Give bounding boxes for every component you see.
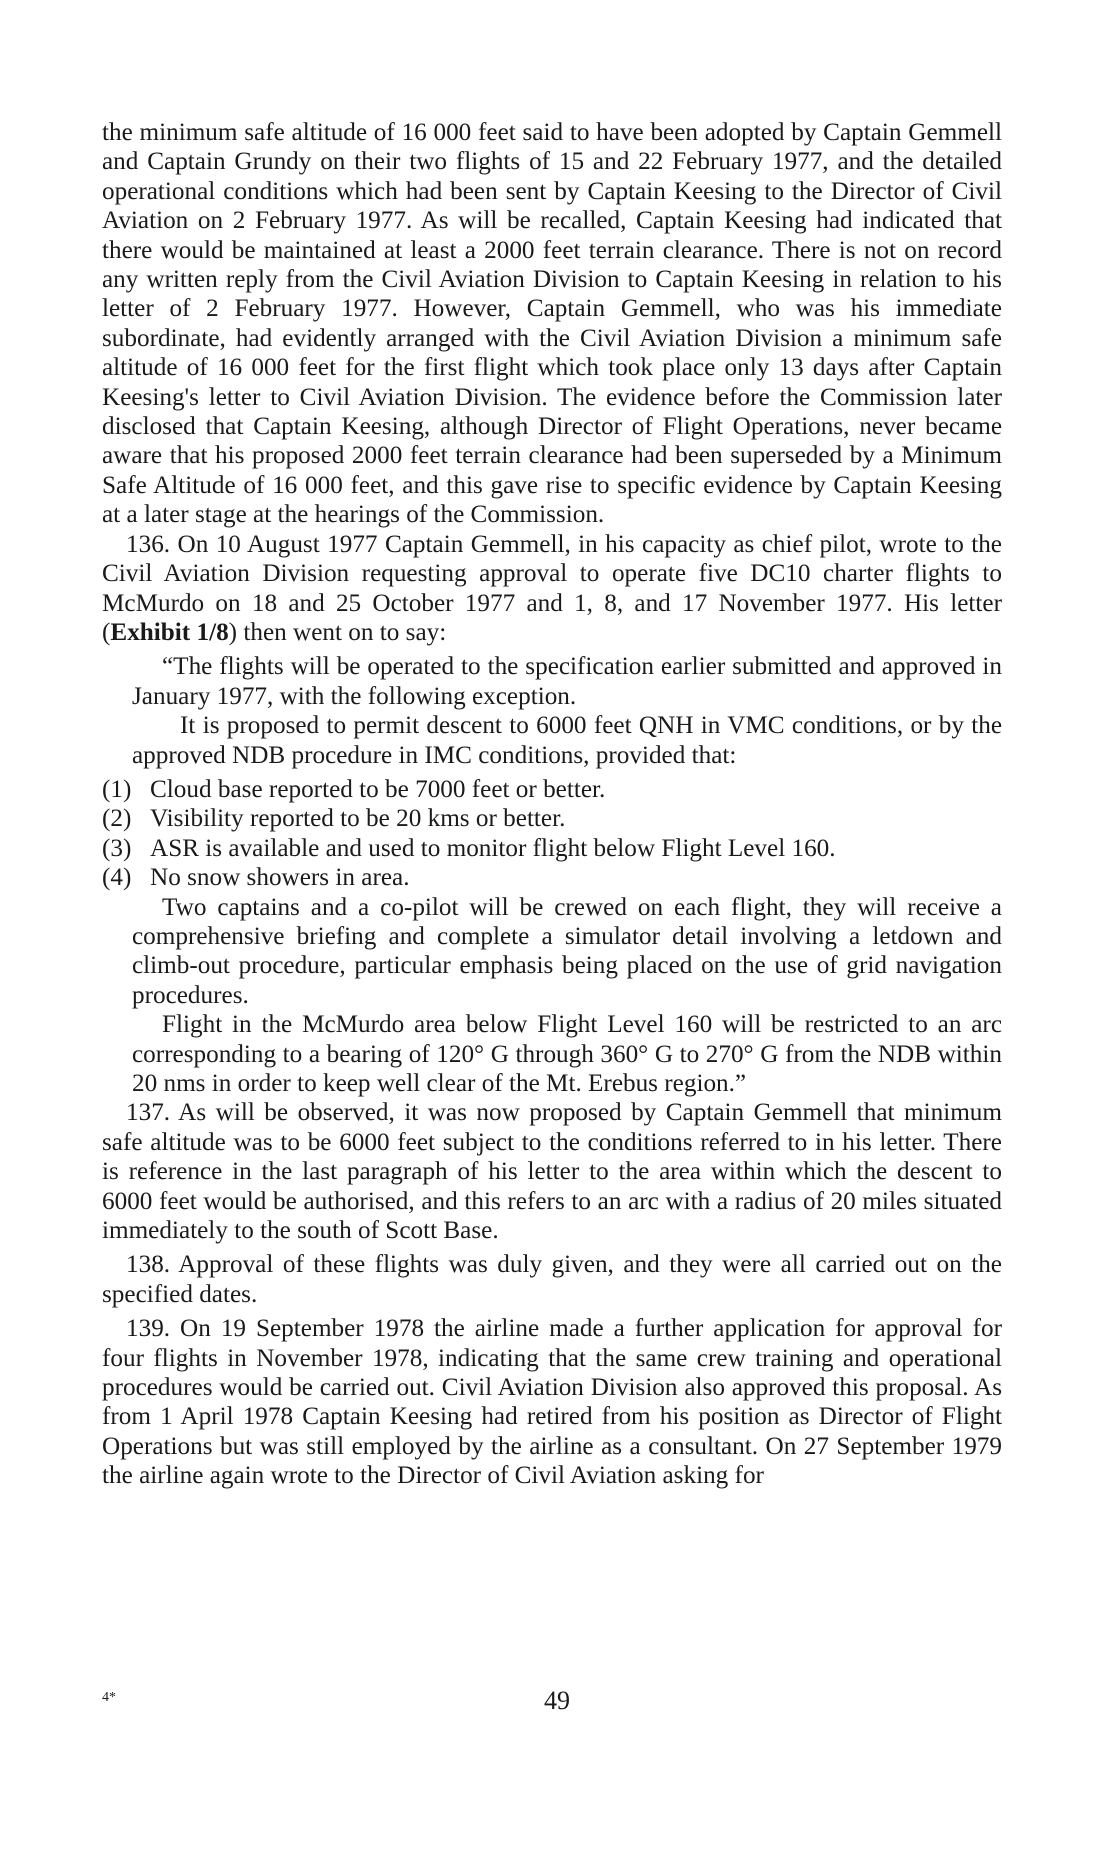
list-item <box>102 804 1002 833</box>
exhibit-reference: Exhibit 1/8 <box>110 618 229 646</box>
list-item-number: (1) <box>102 775 132 803</box>
list-item-number: (3) <box>102 834 132 862</box>
list-item-text: Cloud base reported to be 7000 feet or better. <box>150 775 606 803</box>
conditions-list <box>102 775 1002 893</box>
list-item-text: No snow showers in area. <box>150 864 410 892</box>
letter-quotation-continued <box>102 893 1002 1099</box>
paragraph-136-text-a: 136. On 10 August 1977 Captain Gemmell, in his capacity as chief pilot, wrote to the Civil Aviation Division requesting approval to operate five DC10 charter flights to McMurdo on 18 and 25 October 1977 and 1, 8, and 17 November 1977. His letter ( <box>102 530 1002 646</box>
list-item-number: (4) <box>102 864 132 892</box>
list-item-text: ASR is available and used to monitor flight below Flight Level 160. <box>150 834 836 862</box>
quote-paragraph-4: Flight in the McMurdo area below Flight Level 160 will be restricted to an arc corresponding to a bearing of 120° G through 360° G to 270° G from the NDB within 20 nms in order to keep well clear of the Mt. Erebus region.” <box>132 1011 1002 1097</box>
letter-quotation <box>102 652 1002 770</box>
quote-paragraph-2: It is proposed to permit descent to 6000 feet QNH in VMC conditions, or by the approved NDB procedure in IMC conditions, provided that: <box>132 712 1002 769</box>
list-item-text: Visibility reported to be 20 kms or better. <box>150 805 566 833</box>
list-item <box>102 834 1002 863</box>
quote-paragraph-1: “The flights will be operated to the specification earlier submitted and approved in January 1977, with the following exception. <box>132 653 1002 710</box>
list-item <box>102 775 1002 804</box>
paragraph-138: 138. Approval of these flights was duly given, and they were all carried out on the specified dates. <box>102 1251 1002 1308</box>
page-number: 49 <box>544 1686 570 1715</box>
page-footer <box>0 1686 1114 1722</box>
list-item-number: (2) <box>102 805 132 833</box>
quote-paragraph-3: Two captains and a co-pilot will be crewed on each flight, they will receive a comprehensive briefing and complete a simulator detail involving a letdown and climb-out procedure, particular emphasis being placed on the use of grid navigation procedures. <box>132 893 1002 1009</box>
list-item <box>102 863 1002 892</box>
document-page <box>102 118 1002 1491</box>
paragraph-136-text-b: ) then went on to say: <box>228 618 447 646</box>
paragraph-136 <box>102 530 1002 648</box>
signature-mark: 4* <box>102 1690 116 1705</box>
paragraph-139: 139. On 19 September 1978 the airline made a further application for approval for four flights in November 1978, indicating that the same crew training and operational procedures would be carried out. Civil Aviation Division also approved this proposal. As from 1 April 1978 Captain Keesing had retired from his position as Director of Flight Operations but was still employed by the airline as a consultant. On 27 September 1979 the airline again wrote to the Director of Civil Aviation asking for <box>102 1315 1002 1490</box>
paragraph-137: 137. As will be observed, it was now proposed by Captain Gemmell that minimum safe altitude was to be 6000 feet subject to the conditions referred to in his letter. There is reference in the last paragraph of his letter to the area within which the descent to 6000 feet would be authorised, and this refers to an arc with a radius of 20 miles situated immediately to the south of Scott Base. <box>102 1099 1002 1245</box>
paragraph-continuation: the minimum safe altitude of 16 000 feet said to have been adopted by Captain Gemmell and Captain Grundy on their two flights of 15 and 22 February 1977, and the detailed operational conditions which had been sent by Captain Keesing to the Director of Civil Aviation on 2 February 1977. As will be recalled, Captain Keesing had indicated that there would be maintained at least a 2000 feet terrain clearance. There is not on record any written reply from the Civil Aviation Division to Captain Keesing in relation to his letter of 2 February 1977. However, Captain Gemmell, who was his immediate subordinate, had evidently arranged with the Civil Aviation Division a minimum safe altitude of 16 000 feet for the first flight which took place only 13 days after Captain Keesing's letter to Civil Aviation Division. The evidence before the Commission later disclosed that Captain Keesing, although Director of Flight Operations, never became aware that his proposed 2000 feet terrain clearance had been superseded by a Minimum Safe Altitude of 16 000 feet, and this gave rise to specific evidence by Captain Keesing at a later stage at the hearings of the Commission. <box>102 119 1002 529</box>
